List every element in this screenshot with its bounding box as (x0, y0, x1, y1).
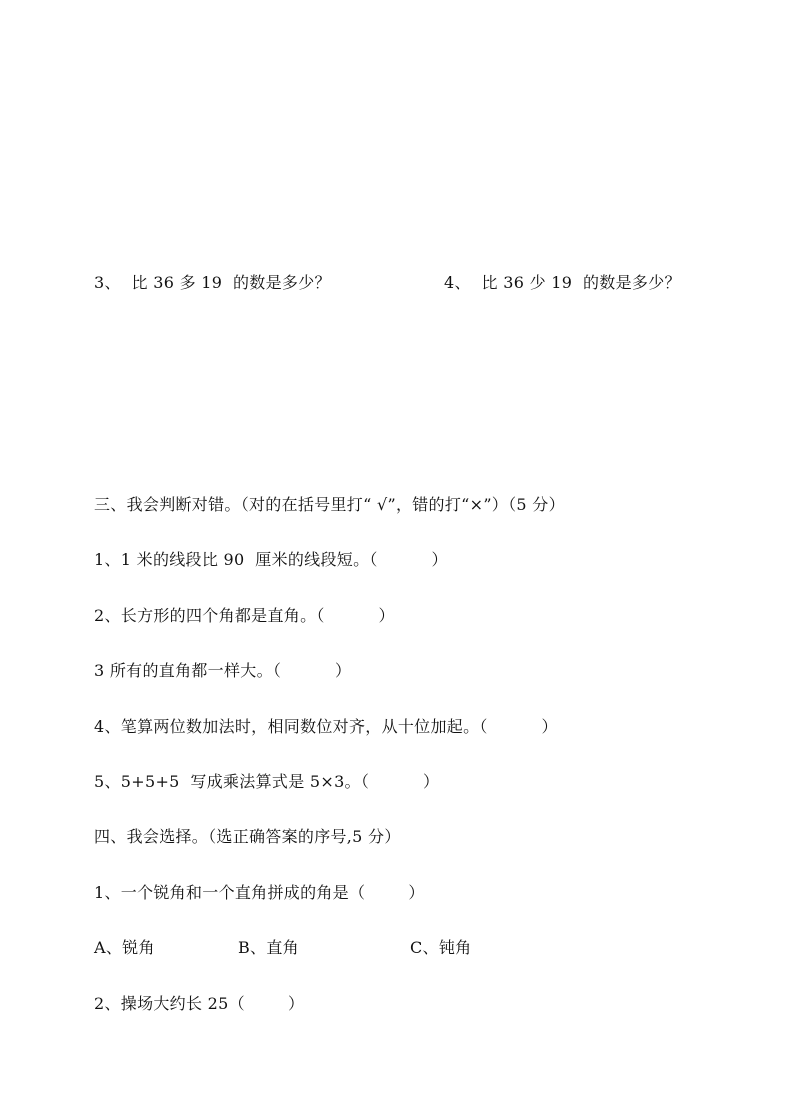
judgment-item-2: 2、长方形的四个角都是直角。（ ） (94, 606, 395, 625)
section-4-title: 四、我会选择。（选正确答案的序号,5 分） (94, 827, 401, 846)
judgment-item-1: 1、1 米的线段比 90 厘米的线段短。（ ） (94, 550, 448, 569)
section-3-title: 三、我会判断对错。（对的在括号里打“ √”，错的打“×”）（5 分） (94, 495, 565, 514)
choice-option-c: C、钝角 (410, 938, 472, 957)
judgment-item-4: 4、笔算两位数加法时，相同数位对齐，从十位加起。（ ） (94, 717, 558, 736)
choice-question-2: 2、操场大约长 25（ ） (94, 994, 305, 1013)
word-problem-4: 4、 比 36 少 19 的数是多少？ (444, 273, 681, 292)
word-problem-3: 3、 比 36 多 19 的数是多少？ (94, 273, 331, 292)
choice-option-b: B、直角 (238, 938, 299, 957)
choice-question-1: 1、一个锐角和一个直角拼成的角是（ ） (94, 883, 425, 902)
judgment-item-5: 5、5+5+5 写成乘法算式是 5×3。（ ） (94, 772, 440, 791)
judgment-item-3: 3 所有的直角都一样大。（ ） (94, 661, 352, 680)
choice-option-a: A、锐角 (94, 938, 155, 957)
